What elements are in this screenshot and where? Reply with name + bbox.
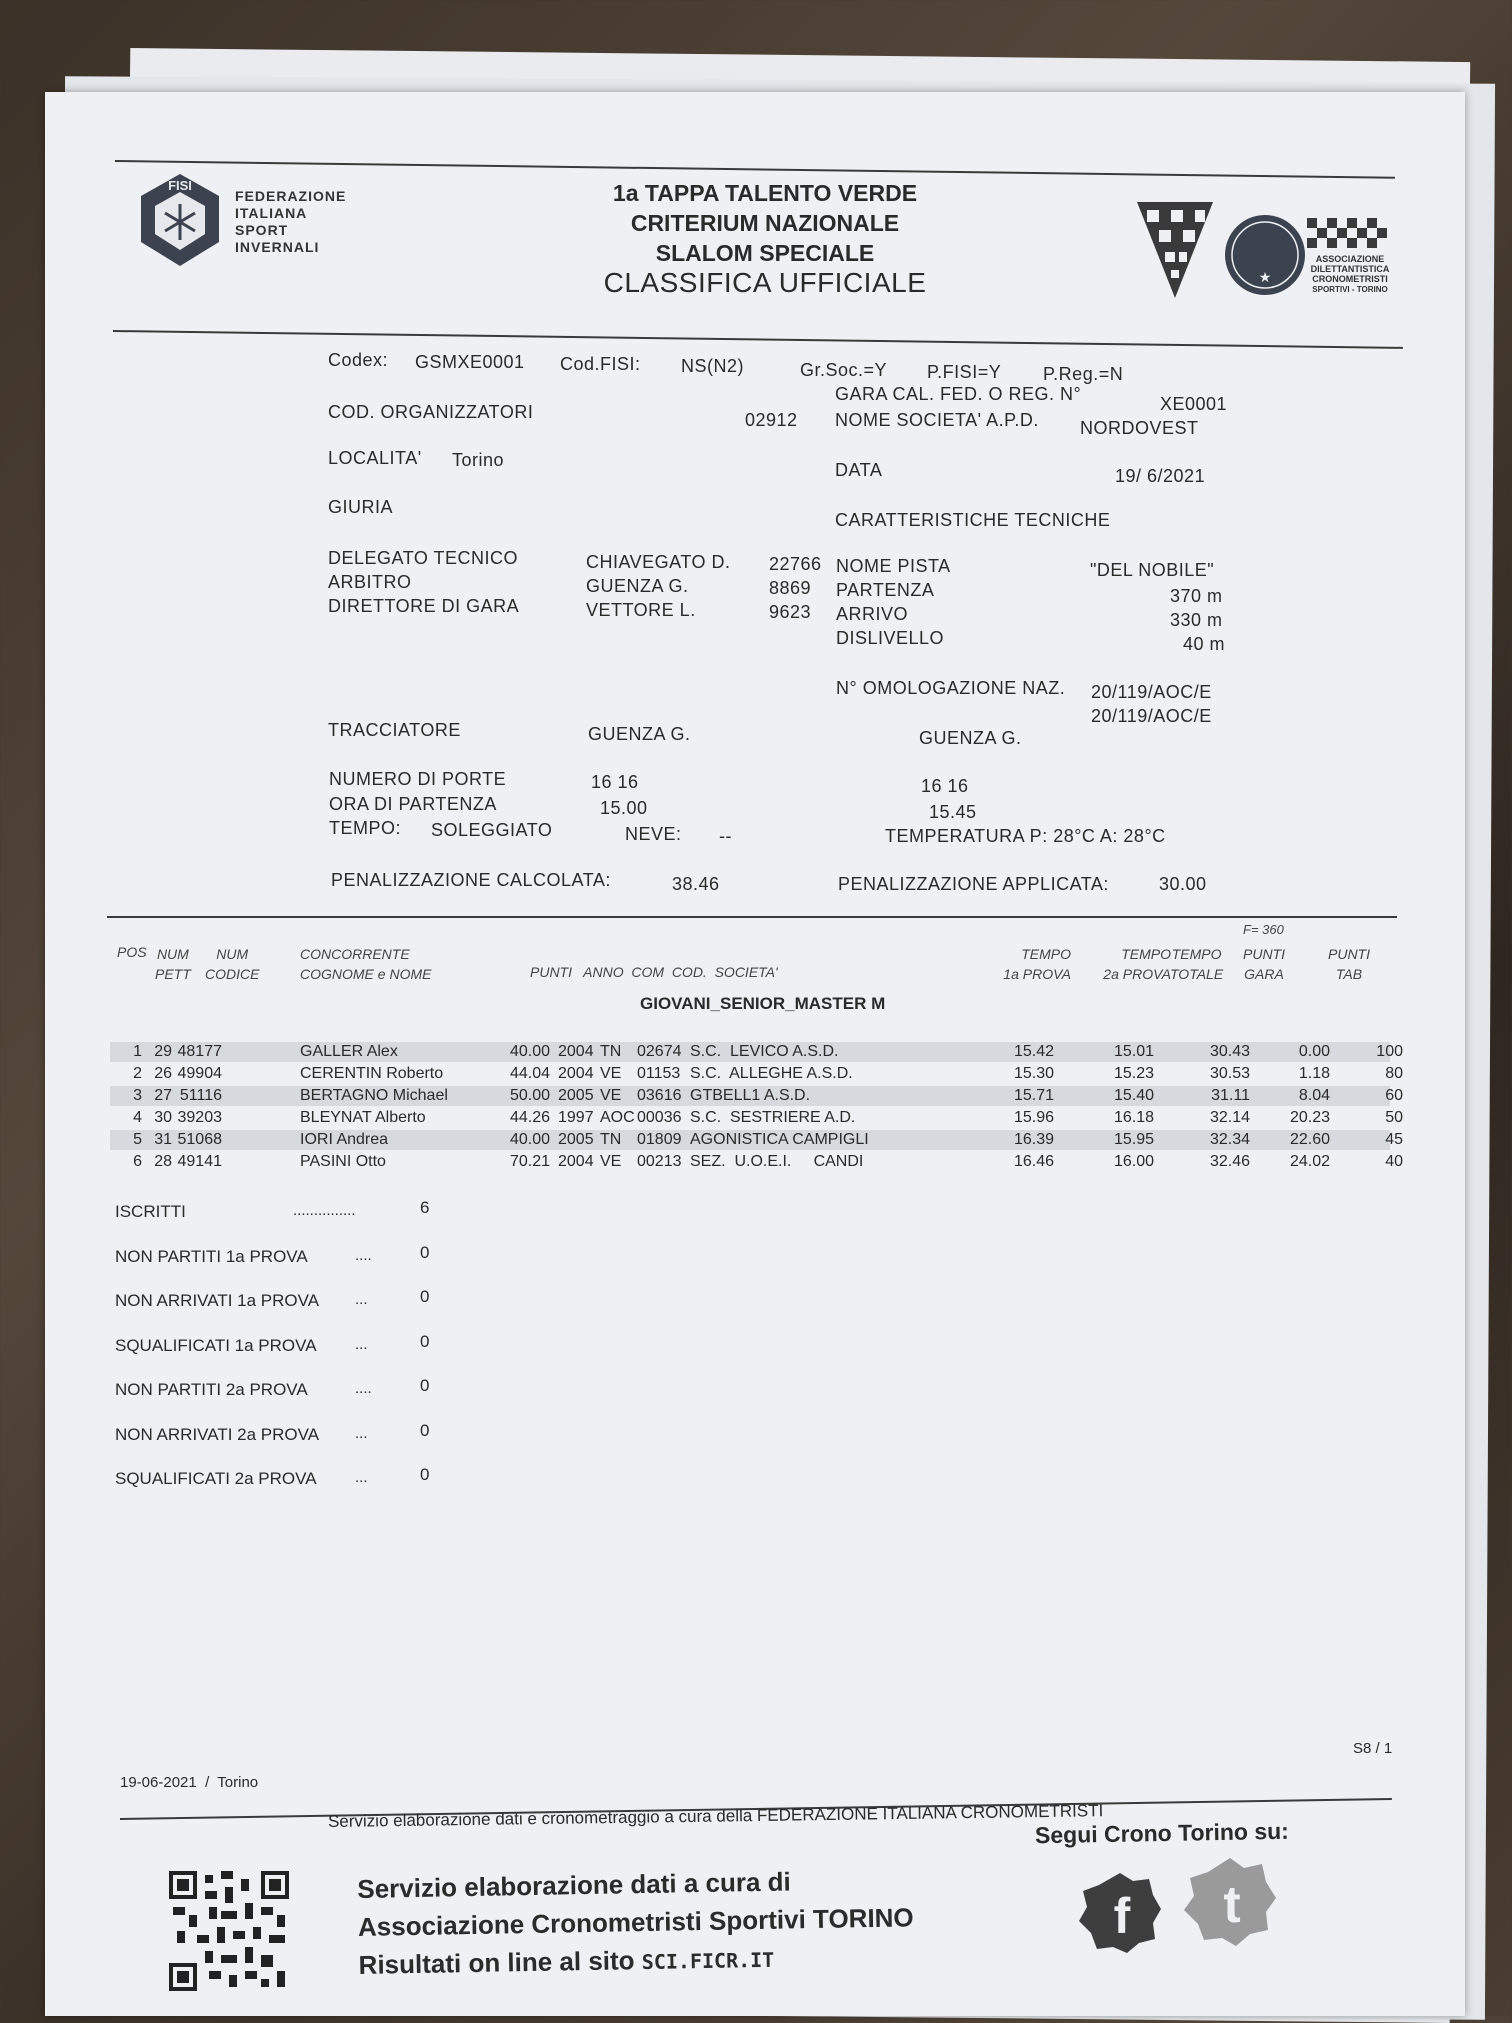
gara-value: XE0001	[1160, 394, 1228, 414]
cell-pos: 4	[133, 1109, 142, 1126]
fisi-name-line: SPORT	[235, 222, 289, 238]
grsoc-value: Gr.Soc.=Y	[800, 360, 888, 380]
neve-value: --	[719, 826, 732, 846]
fisi-logo-text: FISI	[168, 178, 192, 193]
summary-label: NON PARTITI 2a PROVA	[115, 1380, 308, 1399]
cell-anno: 2004	[558, 1153, 594, 1170]
cell-name: IORI Andrea	[300, 1131, 389, 1148]
col-punti-gara	[1243, 944, 1285, 984]
cell-codice: 39203	[177, 1109, 222, 1126]
event-title-line: 1a TAPPA TALENTO VERDE	[612, 180, 918, 206]
cell-punti: 70.21	[509, 1153, 550, 1170]
data-label: DATA	[835, 460, 883, 480]
summary-value: 0	[420, 1376, 430, 1395]
summary-label: NON ARRIVATI 1a PROVA	[115, 1291, 320, 1310]
cell-gara: 20.23	[1289, 1109, 1330, 1126]
cell-codice: 51068	[177, 1131, 222, 1148]
footer-service-line: Servizio elaborazione dati e cronometraggio a cura della FEDERAZIONE ITALIANA CRONOMETRISTI	[327, 1801, 1104, 1831]
table-row	[110, 1108, 1403, 1128]
svg-text:f: f	[1113, 1888, 1131, 1944]
jury-role: DELEGATO TECNICO	[328, 548, 519, 568]
tech-label: NOME PISTA	[836, 556, 951, 576]
cell-societa: GTBELL1 A.S.D.	[690, 1087, 811, 1104]
col-tempo1-line: 1a PROVA	[1003, 966, 1071, 982]
cell-punti: 40.00	[509, 1043, 550, 1060]
cell-tot: 32.34	[1209, 1131, 1250, 1148]
table-row	[110, 1152, 1403, 1172]
summary-label: NON PARTITI 1a PROVA	[115, 1246, 308, 1266]
cell-tab: 80	[1385, 1065, 1403, 1082]
gara-label: GARA CAL. FED. O REG. N°	[835, 384, 1082, 404]
cell-pett: 29	[154, 1043, 172, 1060]
cell-pos: 1	[133, 1043, 142, 1060]
col-punti-gara-line: GARA	[1244, 966, 1284, 982]
tech-value: 370 m	[1170, 586, 1223, 606]
cell-t2: 15.01	[1113, 1043, 1154, 1060]
cell-name: GALLER Alex	[300, 1043, 398, 1060]
summary-dots: ....	[355, 1380, 372, 1397]
cell-pos: 6	[133, 1153, 142, 1170]
assoc-line: SPORTIVI - TORINO	[1312, 285, 1388, 294]
cell-cod: 00036	[637, 1109, 682, 1126]
organizzatori-value: 02912	[745, 410, 798, 430]
summary-dots: ...	[355, 1424, 368, 1442]
cell-pett: 28	[154, 1153, 172, 1170]
codex-label: Codex:	[328, 350, 389, 370]
porte-value: 16 16	[921, 776, 969, 796]
cell-name: BERTAGNO Michael	[300, 1087, 448, 1104]
cell-pos: 3	[133, 1087, 142, 1104]
organizzatori-label: COD. ORGANIZZATORI	[328, 402, 534, 422]
twitter-icon[interactable]	[1180, 1852, 1280, 1952]
col-punti-tab	[1328, 944, 1370, 984]
jury-name: GUENZA G.	[586, 576, 689, 596]
summary-dots: ...	[355, 1469, 368, 1486]
cell-com: AOC	[600, 1109, 635, 1126]
cell-codice: 51116	[179, 1087, 222, 1104]
col-mid: PUNTI ANNO COM COD. SOCIETA'	[530, 964, 778, 980]
neve-label: NEVE:	[625, 824, 682, 844]
summary-value: 0	[420, 1242, 430, 1262]
footer-service-block	[357, 1860, 915, 1986]
col-num-pett-line: PETT	[155, 966, 191, 982]
cell-societa: S.C. SESTRIERE A.D.	[690, 1109, 856, 1126]
col-punti-gara-line: PUNTI	[1243, 946, 1285, 962]
col-tempo2-line: 2a PROVA	[1103, 966, 1171, 982]
preg-value: P.Reg.=N	[1043, 364, 1124, 384]
fisi-name-line: INVERNALI	[235, 239, 320, 255]
tracciatore-value: GUENZA G.	[588, 724, 691, 744]
summary-value: 0	[420, 1287, 430, 1306]
data-value: 19/ 6/2021	[1115, 466, 1206, 486]
cell-tot: 32.46	[1209, 1153, 1250, 1170]
cell-anno: 2005	[558, 1131, 594, 1148]
cell-t1: 15.42	[1013, 1043, 1054, 1060]
col-num-pett-line: NUM	[156, 946, 189, 962]
cell-tab: 45	[1385, 1131, 1403, 1148]
summary-dots: ...............	[293, 1202, 356, 1219]
qr-code	[165, 1864, 293, 1998]
pen-calc-value: 38.46	[672, 874, 720, 894]
codex-value: GSMXE0001	[415, 352, 525, 372]
cell-gara: 8.04	[1298, 1087, 1330, 1104]
cell-name: PASINI Otto	[300, 1153, 386, 1170]
cell-codice: 49141	[177, 1153, 222, 1170]
page-title: CLASSIFICA UFFICIALE	[603, 267, 927, 298]
summary-label: SQUALIFICATI 1a PROVA	[115, 1335, 317, 1355]
pfisi-value: P.FISI=Y	[927, 362, 1002, 382]
cell-pos: 5	[133, 1131, 142, 1148]
tech-value: "DEL NOBILE"	[1090, 560, 1215, 580]
col-num-codice-line: CODICE	[205, 966, 260, 982]
cell-tot: 32.14	[1209, 1109, 1250, 1126]
summary-value: 0	[420, 1420, 430, 1440]
footer-site-line	[358, 1936, 914, 1986]
col-punti-tab-line: PUNTI	[1328, 946, 1370, 962]
fisi-name-line: FEDERAZIONE	[235, 188, 347, 204]
localita-value: Torino	[452, 450, 505, 470]
col-concorrente-line: COGNOME e NOME	[300, 966, 432, 982]
cell-punti: 44.26	[509, 1109, 550, 1126]
cell-anno: 2004	[558, 1043, 594, 1060]
summary-value: 0	[420, 1331, 430, 1351]
omologazione-value: 20/119/AOC/E	[1091, 682, 1212, 702]
col-totale-line: TEMPO	[1171, 946, 1222, 962]
segui-text: Segui Crono Torino su:	[1034, 1817, 1290, 1849]
jury-code: 22766	[769, 554, 822, 574]
cell-gara: 0.00	[1298, 1043, 1330, 1060]
summary-dots: ...	[355, 1291, 368, 1308]
cell-com: TN	[600, 1043, 622, 1060]
cell-tab: 50	[1385, 1109, 1403, 1126]
event-title-line: CRITERIUM NAZIONALE	[630, 210, 900, 236]
ora-value: 15.00	[600, 798, 648, 818]
tech-label: ARRIVO	[836, 604, 909, 624]
col-num-codice	[205, 944, 259, 984]
summary-dots: ...	[355, 1335, 368, 1353]
cell-pett: 31	[154, 1131, 172, 1148]
cell-t2: 16.00	[1113, 1153, 1154, 1170]
page-number: S8 / 1	[1353, 1740, 1393, 1757]
localita-label: LOCALITA'	[328, 448, 422, 468]
cell-societa: SEZ. U.O.E.I. CANDI	[690, 1153, 864, 1170]
tech-label: PARTENZA	[836, 580, 935, 600]
cell-com: VE	[600, 1065, 622, 1082]
cell-punti: 40.00	[509, 1131, 550, 1148]
cell-punti: 50.00	[509, 1087, 550, 1104]
cell-cod: 01809	[637, 1131, 682, 1148]
cell-societa: S.C. ALLEGHE A.S.D.	[690, 1065, 853, 1082]
ora-value: 15.45	[929, 802, 977, 822]
col-punti-tab-line: TAB	[1335, 966, 1363, 982]
cronometristi-logo	[1225, 210, 1395, 300]
cell-tot: 31.11	[1211, 1087, 1250, 1104]
porte-label: NUMERO DI PORTE	[329, 769, 507, 789]
tempo-label: TEMPO:	[329, 818, 402, 838]
col-tempo2	[1051, 944, 1171, 984]
jury-name: VETTORE L.	[586, 600, 696, 620]
cell-societa: S.C. LEVICO A.S.D.	[690, 1043, 839, 1060]
cell-name: BLEYNAT Alberto	[300, 1109, 426, 1126]
cell-t1: 15.30	[1013, 1065, 1054, 1082]
tech-value: 330 m	[1170, 610, 1223, 630]
tempo-value: SOLEGGIATO	[431, 820, 553, 840]
caratteristiche-label: CARATTERISTICHE TECNICHE	[835, 510, 1111, 530]
summary-value: 0	[420, 1465, 430, 1484]
event-title-line: SLALOM SPECIALE	[655, 240, 875, 266]
cell-pos: 2	[133, 1065, 142, 1082]
cell-pett: 26	[154, 1065, 172, 1082]
federation-pennant-icon	[1135, 200, 1215, 300]
jury-code: 9623	[769, 602, 812, 622]
summary-label: ISCRITTI	[115, 1202, 186, 1221]
summary-label: NON ARRIVATI 2a PROVA	[115, 1424, 320, 1444]
societa-value: NORDOVEST	[1080, 418, 1199, 438]
cell-gara: 1.18	[1298, 1065, 1330, 1082]
cell-gara: 24.02	[1289, 1153, 1330, 1170]
cell-tab: 60	[1385, 1087, 1403, 1104]
cell-anno: 2004	[558, 1065, 594, 1082]
tracciatore-value: GUENZA G.	[919, 728, 1022, 748]
cell-tot: 30.53	[1209, 1065, 1250, 1082]
codfisi-value: NS(N2)	[681, 356, 745, 376]
porte-value: 16 16	[591, 772, 639, 792]
fisi-name	[235, 188, 346, 256]
col-totale-line: TOTALE	[1170, 966, 1224, 982]
omologazione-label: N° OMOLOGAZIONE NAZ.	[836, 678, 1066, 698]
svg-text:★: ★	[1258, 269, 1272, 285]
cell-t1: 15.71	[1013, 1087, 1054, 1104]
table-row	[110, 1042, 1403, 1062]
col-pos: POS	[117, 944, 147, 960]
cell-cod: 01153	[637, 1065, 681, 1082]
cell-t1: 15.96	[1013, 1109, 1054, 1126]
f-value: F= 360	[1243, 922, 1284, 937]
cell-cod: 02674	[637, 1043, 682, 1060]
table-row	[110, 1130, 1403, 1150]
table-row	[110, 1064, 1403, 1084]
assoc-line: CRONOMETRISTI	[1312, 274, 1388, 284]
codfisi-label: Cod.FISI:	[560, 354, 641, 374]
fisi-name-line: ITALIANA	[235, 205, 308, 221]
col-num-codice-line: NUM	[216, 946, 249, 962]
tech-label: DISLIVELLO	[836, 628, 945, 648]
col-tempo2-line: TEMPO	[1121, 946, 1171, 962]
cell-cod: 00213	[637, 1153, 682, 1170]
col-totale	[1170, 944, 1223, 984]
cell-codice: 48177	[177, 1043, 222, 1060]
col-tempo1-line: TEMPO	[1021, 946, 1071, 962]
cell-tot: 30.43	[1209, 1043, 1250, 1060]
col-num-pett	[155, 944, 191, 984]
assoc-line: ASSOCIAZIONE	[1315, 254, 1385, 264]
footer-date-place: 19-06-2021 / Torino	[120, 1774, 259, 1791]
tech-value: 40 m	[1183, 634, 1226, 654]
jury-name: CHIAVEGATO D.	[586, 552, 731, 572]
omologazione-value: 20/119/AOC/E	[1091, 706, 1212, 726]
jury-role: ARBITRO	[328, 572, 412, 592]
temperatura-value: TEMPERATURA P: 28°C A: 28°C	[885, 826, 1166, 846]
pen-appl-value: 30.00	[1159, 874, 1207, 894]
cell-com: VE	[600, 1153, 622, 1170]
tracciatore-label: TRACCIATORE	[328, 720, 461, 740]
cell-tab: 100	[1376, 1043, 1403, 1060]
footer-site-url[interactable]: SCI.FICR.IT	[641, 1947, 775, 1975]
footer-service-line: Servizio elaborazione dati a cura di	[357, 1866, 791, 1905]
cell-codice: 49904	[177, 1065, 222, 1082]
cell-t1: 16.39	[1013, 1131, 1054, 1148]
summary-value: 6	[420, 1198, 430, 1217]
pen-calc-label: PENALIZZAZIONE CALCOLATA:	[331, 870, 611, 890]
cell-anno: 1997	[558, 1109, 594, 1126]
cell-pett: 30	[154, 1109, 172, 1126]
giuria-label: GIURIA	[328, 497, 394, 517]
facebook-icon[interactable]	[1075, 1867, 1165, 1957]
cell-societa: AGONISTICA CAMPIGLI	[690, 1131, 869, 1148]
cell-cod: 03616	[637, 1087, 682, 1104]
pen-appl-label: PENALIZZAZIONE APPLICATA:	[838, 874, 1109, 894]
category-title: GIOVANI_SENIOR_MASTER M	[640, 994, 886, 1013]
cell-tab: 40	[1385, 1153, 1403, 1170]
col-concorrente-line: CONCORRENTE	[300, 946, 410, 962]
results-sheet	[45, 92, 1465, 2016]
header-rule	[113, 330, 1403, 349]
assoc-line: DILETTANTISTICA	[1310, 264, 1390, 274]
fisi-logo	[135, 170, 225, 270]
cell-anno: 2005	[558, 1087, 594, 1104]
ora-label: ORA DI PARTENZA	[329, 794, 497, 814]
cell-pett: 27	[154, 1087, 172, 1104]
cell-gara: 22.60	[1289, 1131, 1330, 1148]
footer-site-label: Risultati on line al sito	[358, 1945, 635, 1980]
jury-code: 8869	[769, 578, 812, 598]
footer-service-line: Associazione Cronometristi Sportivi TORINO	[357, 1902, 914, 1942]
top-rule	[115, 160, 1395, 179]
cell-t2: 15.40	[1113, 1087, 1154, 1104]
societa-label: NOME SOCIETA' A.P.D.	[835, 410, 1039, 430]
cell-t2: 16.18	[1113, 1109, 1154, 1126]
summary-dots: ....	[355, 1246, 372, 1264]
table-row	[110, 1086, 1403, 1106]
cell-punti: 44.04	[509, 1065, 550, 1082]
cell-com: VE	[600, 1087, 622, 1104]
jury-role: DIRETTORE DI GARA	[328, 596, 520, 616]
cell-com: TN	[600, 1131, 622, 1148]
cell-t2: 15.95	[1113, 1131, 1154, 1148]
table-rule	[107, 916, 1397, 918]
col-concorrente	[300, 944, 431, 984]
summary-label: SQUALIFICATI 2a PROVA	[115, 1469, 317, 1488]
cell-t2: 15.23	[1113, 1065, 1154, 1082]
cell-t1: 16.46	[1013, 1153, 1054, 1170]
cell-name: CERENTIN Roberto	[300, 1065, 444, 1082]
svg-text:t: t	[1223, 1876, 1241, 1934]
